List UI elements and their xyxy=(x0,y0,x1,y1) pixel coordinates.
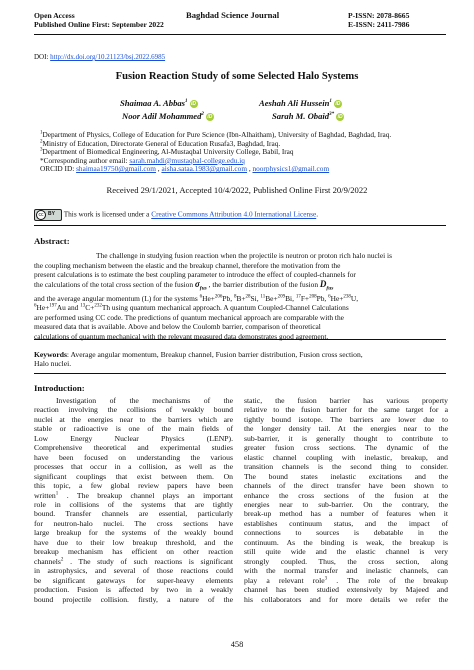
orcid-email-link[interactable]: shaimaa19750@gmail.com xyxy=(76,164,156,174)
intro-line: in astrophysics, and several of those reactions could xyxy=(34,566,233,576)
intro-line: production. Fusion is affected by two in a weakly xyxy=(34,585,233,595)
orcid-icon[interactable]: iD xyxy=(337,114,343,121)
doi-link[interactable]: http://dx.doi.org/10.21123/bsj.2022.6985 xyxy=(50,53,166,61)
mass-number: 28 xyxy=(245,294,251,300)
intro-left-column xyxy=(34,396,233,604)
cc-by-badge-icon[interactable] xyxy=(34,209,62,221)
doi-label: DOI: xyxy=(34,53,51,61)
intro-line: transition channels is the second thing to consider. xyxy=(244,462,448,472)
intro-line: reaction involving the collisions of weakly bound xyxy=(34,405,233,415)
intro-line: Investigation of the mechanisms of the xyxy=(56,396,233,405)
sigma-subscript: fus xyxy=(199,285,207,292)
orcid-email-link[interactable]: noorphysics1@gmail.com xyxy=(252,164,330,174)
abstract-body xyxy=(34,251,446,341)
nucleus: Au and xyxy=(56,303,81,313)
nucleus: He+ xyxy=(330,293,344,303)
citation-sup: 3 xyxy=(324,576,328,582)
orcid-label: ORCID ID: xyxy=(40,164,77,174)
intro-line: breakup mechanism has efficient on other reaction xyxy=(34,547,233,557)
intro-line: sub-barrier, it is generally thought to contribute to xyxy=(244,433,448,443)
mass-number: 209 xyxy=(277,294,286,300)
intro-line: connections to sources is debatable in the xyxy=(244,528,448,538)
journal-name: Baghdad Science Journal xyxy=(186,10,280,20)
affil-sup: 3* xyxy=(329,112,335,118)
intro-line: bound. Transfer channels are essential, particularly xyxy=(34,509,233,519)
abstract-line: calculations of quantum mechanical with the relevant measured data demonstrates good agreement. xyxy=(34,331,329,341)
intro-text-rest: . The role of the breakup xyxy=(327,575,448,585)
author-1 xyxy=(120,98,198,108)
abstract-line: the coupling mechanism between the elastic and the breakup channel, therefore the motivation from the xyxy=(34,260,341,270)
nucleus: Pb, xyxy=(222,293,234,303)
intro-line: channels of the direct transfer have been shown to xyxy=(244,481,448,491)
orcid-icon[interactable]: iD xyxy=(191,101,197,108)
intro-line: large breakup for the systems of the weakly bound xyxy=(34,528,233,538)
intro-line: processes that occur in a collision, as well as the xyxy=(34,462,233,472)
citation-sup: 2 xyxy=(60,557,64,563)
intro-line: tightly bound isotope. The barriers are lower due to xyxy=(244,414,448,424)
mass-number: 208 xyxy=(309,294,317,300)
mass-number: 6 xyxy=(34,303,37,309)
abstract-line xyxy=(34,303,446,313)
intro-line: nuclei at the energies near to the barriers which are xyxy=(34,414,233,424)
orcid-line xyxy=(40,165,450,174)
page-number: 458 xyxy=(230,640,244,649)
mass-number: 11 xyxy=(260,294,266,300)
mass-number: 8 xyxy=(233,294,237,300)
mass-number: 206 xyxy=(214,294,223,300)
intro-line: have been focused on understanding the various xyxy=(34,452,233,462)
nucleus: Si, xyxy=(250,293,261,303)
separator: , xyxy=(247,164,253,174)
intro-line xyxy=(244,576,448,585)
separator: , xyxy=(155,164,162,174)
keywords-label: Keywords xyxy=(34,350,67,359)
affil-sup: 2 xyxy=(40,139,43,145)
by-label: BY xyxy=(48,211,55,217)
license-rule xyxy=(34,225,446,226)
corr-email-link[interactable]: sarah.mahdi@mustaqbal-college.edu.iq xyxy=(129,155,245,165)
author-name: Sarah M. Obaid xyxy=(272,111,330,121)
pissn: P-ISSN: 2078-8665 xyxy=(348,11,410,20)
affil-sup: 2 xyxy=(201,112,204,118)
intro-line xyxy=(34,491,233,500)
intro-line: channel has been studied extensively by Majeed and xyxy=(244,585,448,595)
intro-line: the longer density tail. At the energies near to the xyxy=(244,424,448,434)
abstract-text: and the average angular momentum (L) for the systems xyxy=(34,293,200,303)
abstract-line: measured data that is available. Above and below the Coulomb barrier, comparison of theoretical xyxy=(34,322,321,332)
abstract-line: The challenge in studying fusion reaction when the projectile is neutron or proton rich halo nuclei is xyxy=(96,251,392,260)
intro-line: Low Energy Nuclear Physics (LENP). xyxy=(34,433,233,443)
orcid-icon[interactable]: iD xyxy=(335,101,341,108)
affil-sup: 3 xyxy=(40,147,43,153)
nucleus: Pb, xyxy=(316,293,329,303)
mass-number: 232 xyxy=(94,303,102,309)
cc-logo-icon: cc xyxy=(36,210,46,220)
intro-text: play a relevant role xyxy=(244,575,325,585)
published-online-label: Published Online First: September 2022 xyxy=(34,20,164,29)
intro-line: establishes continuum status, and the impact of xyxy=(244,518,448,528)
intro-text: written xyxy=(34,490,56,500)
orcid-email-link[interactable]: aisha.sataa.1983@gmail.com xyxy=(161,164,247,174)
abstract-line xyxy=(34,280,446,294)
intro-line: have due to their low breakup threshold, and the xyxy=(34,537,233,547)
mass-number: 6 xyxy=(199,294,203,300)
intro-line: stable or radioactive is one of the main fields of xyxy=(34,424,233,434)
keywords-text-cont: Halo nuclei. xyxy=(34,359,72,369)
intro-line: strongly coupled. Thus, the cross section, along xyxy=(244,556,448,566)
intro-line: this topic, a few global review papers have been xyxy=(34,481,233,491)
nucleus: B+ xyxy=(236,293,246,303)
author-3 xyxy=(122,111,214,121)
doi-line xyxy=(34,53,165,61)
mass-number: 238 xyxy=(343,294,351,300)
author-name: Noor Adil Mohammed xyxy=(122,111,202,121)
open-access-label: Open Access xyxy=(34,11,75,20)
intro-line: relative to the fusion barrier for the same target for a xyxy=(244,405,448,415)
intro-line: enhance the cross sections of the fusion at the xyxy=(244,490,448,500)
intro-text-rest: . The study of such reactions is significant xyxy=(63,556,233,566)
intro-line xyxy=(34,557,233,566)
author-2 xyxy=(259,98,342,108)
intro-right-column xyxy=(244,396,448,604)
header-rule xyxy=(34,34,446,35)
intro-line: his collaborators and for more details we refer the xyxy=(244,594,448,604)
abstract-heading: Abstract: xyxy=(34,236,70,246)
mass-number: 6 xyxy=(328,294,331,300)
intro-line: The bound states inelastic excitations and the xyxy=(244,471,448,481)
abstract-text: the calculations of the total cross section of the fusion xyxy=(34,279,194,289)
affiliations xyxy=(40,131,450,174)
license-line xyxy=(34,209,318,221)
citation-sup: 1 xyxy=(55,490,59,496)
nucleus: C+ xyxy=(85,303,95,313)
intro-heading: Introduction: xyxy=(34,383,85,393)
mass-number: 197 xyxy=(49,303,57,309)
intro-text: channels xyxy=(34,556,61,566)
intro-line: continuum. As the binding is weak, the breakup is xyxy=(244,537,448,547)
affiliation-text: Department of Physics, College of Education for Pure Science (Ibn-Alhaitham), University of Baghdad, Baghdad, Iraq. xyxy=(42,130,392,139)
author-4 xyxy=(272,111,344,121)
paper-title: Fusion Reaction Study of some Selected Halo Systems xyxy=(115,71,359,82)
nucleus: F+ xyxy=(300,293,310,303)
mass-number: 13 xyxy=(80,303,86,309)
corr-label: *Corresponding author email: xyxy=(40,155,130,165)
header-left xyxy=(34,11,164,29)
author-name: Shaimaa A. Abbas xyxy=(120,98,186,108)
nucleus: He+ xyxy=(36,303,50,313)
affil-sup: 1 xyxy=(185,99,188,105)
nucleus: Bi, xyxy=(285,293,296,303)
intro-line: significant couplings that exist between them. On xyxy=(34,471,233,481)
intro-line: with the normal transfer and inelastic channels, can xyxy=(244,566,448,576)
intro-line: elastic channel coupling with inelastic, breakup, and xyxy=(244,452,448,462)
intro-line: still quite wide and the elastic channel is very xyxy=(244,547,448,557)
nucleus: He+ xyxy=(202,293,215,303)
affil-sup: 1 xyxy=(329,99,332,105)
intro-line: break-up method has a number of features when it xyxy=(244,509,448,519)
license-link[interactable]: Creative Commons Attribution 4.0 International License xyxy=(151,209,317,219)
affil-sup: 1 xyxy=(40,130,43,136)
nucleus: Be+ xyxy=(265,293,278,303)
abstract-line xyxy=(34,294,446,304)
intro-line: energies near to sub-barrier. On the contrary, the xyxy=(244,499,448,509)
author-name: Aeshah Ali Hussein xyxy=(259,98,330,108)
intro-line: greater fusion cross sections. The dynamic of the xyxy=(244,443,448,453)
license-end: . xyxy=(316,209,319,219)
affiliation-text: Department of Biomedical Engineering, Al-Mustaqbal University College, Babil, Iraq xyxy=(42,147,294,157)
abstract-line: are performed using CC code. The predictions of quantum mechanical approach are comparable with the xyxy=(34,312,344,322)
d-symbol: D xyxy=(319,278,327,289)
intro-line: for neutron-halo nuclei. The cross sections have xyxy=(34,518,233,528)
sigma-symbol: σ xyxy=(194,278,200,289)
header-right xyxy=(348,11,409,29)
keywords-text: : Average angular momentum, Breakup channel, Fusion barrier distribution, Fusion cross section, xyxy=(66,350,363,359)
abstract-line: present calculations is to estimate the best coupling parameter to introduce the effect of coupled-channels for xyxy=(34,270,356,280)
license-text: This work is licensed under a xyxy=(63,209,152,219)
nucleus: U, xyxy=(350,293,359,303)
keywords xyxy=(34,350,446,369)
intro-line: bound projectile collision. firstly, a nature of the xyxy=(34,594,233,604)
abstract-text: , the barrier distribution of the fusion xyxy=(206,279,320,289)
abstract-text: Th using quantum mechanical approach. A quantum Coupled-Channel Calculations xyxy=(101,303,349,313)
intro-line: be significant gateways for super-heavy elements xyxy=(34,575,233,585)
mass-number: 17 xyxy=(295,294,301,300)
keywords-rule xyxy=(34,373,446,374)
eissn: E-ISSN: 2411-7986 xyxy=(348,20,410,29)
abstract-rule xyxy=(34,339,446,340)
received-dates: Received 29/1/2021, Accepted 10/4/2022, Published Online First 20/9/2022 xyxy=(106,185,368,195)
orcid-icon[interactable]: iD xyxy=(207,114,213,121)
intro-line: role in collisions of the systems that are tightly xyxy=(34,499,233,509)
intro-line: Comprehensive theoretical and experimental studies xyxy=(34,443,233,453)
affiliation-text: Ministry of Education, Directorate General of Education Rusafa3, Baghdad, Iraq. xyxy=(42,138,281,148)
d-subscript: fus xyxy=(326,285,334,292)
intro-line: static, the fusion barrier has various property xyxy=(244,396,448,405)
intro-text-rest: . The breakup channel plays an important xyxy=(58,490,233,500)
